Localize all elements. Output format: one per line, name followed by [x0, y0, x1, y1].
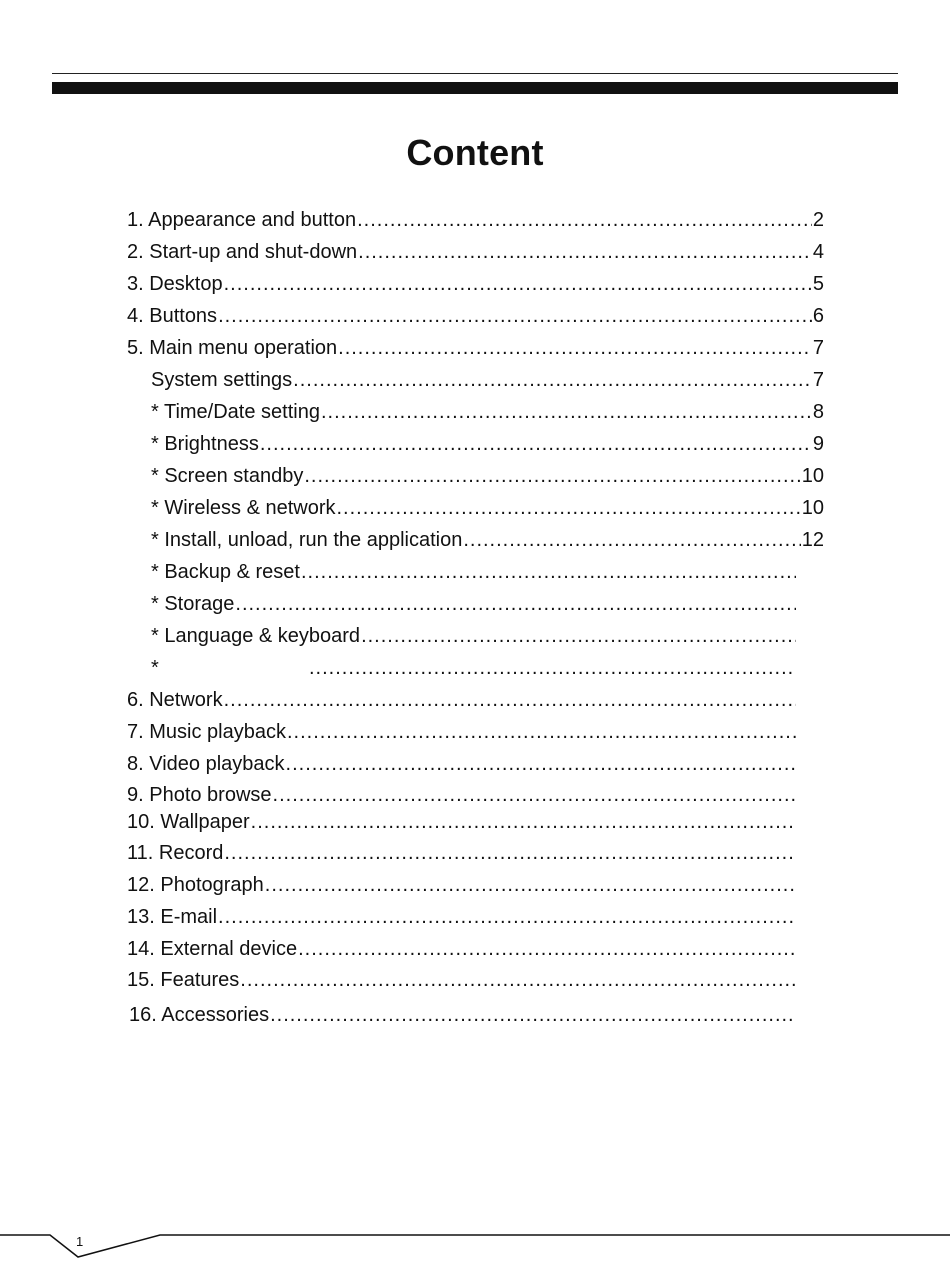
toc-leader — [301, 560, 796, 584]
toc-label: 11. Record — [127, 842, 224, 864]
toc-entry-video[interactable] — [127, 752, 797, 776]
toc-entry-main-menu[interactable] — [127, 336, 824, 360]
toc-leader — [270, 1003, 796, 1027]
toc-leader — [358, 240, 812, 264]
toc-page: 4 — [812, 241, 824, 263]
toc-entry-buttons[interactable] — [127, 304, 824, 328]
toc-label: 12. Photograph — [127, 874, 264, 896]
toc-entry-appearance[interactable] — [127, 208, 824, 232]
page-number: 1 — [76, 1234, 84, 1249]
toc-leader — [218, 304, 812, 328]
toc-page: 10 — [801, 497, 824, 519]
toc-leader — [218, 905, 796, 929]
toc-page: 10 — [801, 465, 824, 487]
toc-entry-record[interactable] — [127, 841, 797, 865]
toc-entry-external-device[interactable] — [127, 937, 797, 961]
toc-leader — [304, 464, 800, 488]
toc-page: 12 — [801, 529, 824, 551]
toc-leader — [293, 368, 812, 392]
toc-leader — [235, 592, 796, 616]
toc-label: * Storage — [151, 593, 235, 615]
toc-label: 6. Network — [127, 689, 223, 711]
toc-leader — [260, 432, 812, 456]
toc-leader — [240, 968, 796, 992]
toc-label: 2. Start-up and shut-down — [127, 241, 358, 263]
toc-label: * Wireless & network — [151, 497, 336, 519]
page-title: Content — [406, 132, 544, 173]
toc-entry-language[interactable] — [151, 624, 797, 648]
toc-leader — [298, 937, 796, 961]
toc-label: * Screen standby — [151, 465, 304, 487]
toc-page: 8 — [812, 401, 824, 423]
toc-page: 5 — [812, 273, 824, 295]
toc-label: 5. Main menu operation — [127, 337, 338, 359]
toc-leader — [265, 873, 796, 897]
toc-label: * Brightness — [151, 433, 259, 455]
toc-entry-system-settings[interactable] — [151, 368, 824, 392]
toc-entry-install-app[interactable] — [151, 528, 824, 552]
toc-label: 3. Desktop — [127, 273, 223, 295]
toc-leader — [224, 841, 796, 865]
toc-entry-storage[interactable] — [151, 592, 797, 616]
toc-entry-photograph[interactable] — [127, 873, 797, 897]
toc-entry-desktop[interactable] — [127, 272, 824, 296]
toc-label: 1. Appearance and button — [127, 209, 357, 231]
toc-leader — [337, 496, 801, 520]
toc-label: * Language & keyboard — [151, 625, 361, 647]
toc-entry-photo-browse[interactable] — [127, 783, 797, 807]
toc-label: 10. Wallpaper — [127, 811, 250, 833]
toc-entry-wallpaper[interactable] — [127, 810, 797, 834]
toc-leader — [338, 336, 812, 360]
toc-entry-startup[interactable] — [127, 240, 824, 264]
toc-entry-network[interactable] — [127, 688, 797, 712]
toc-entry-features[interactable] — [127, 968, 797, 992]
toc-leader — [321, 400, 812, 424]
toc-entry-blank[interactable] — [151, 656, 797, 680]
toc-page: 2 — [812, 209, 824, 231]
toc-label: 7. Music playback — [127, 721, 286, 743]
footer-tab-line — [0, 1225, 950, 1265]
toc-leader — [224, 688, 796, 712]
toc-leader — [287, 720, 796, 744]
toc-label: 9. Photo browse — [127, 784, 272, 806]
toc-leader — [251, 810, 796, 834]
toc-entry-time-date[interactable] — [151, 400, 824, 424]
toc-leader — [273, 783, 796, 807]
toc-leader — [357, 208, 812, 232]
toc-label: 13. E-mail — [127, 906, 218, 928]
toc-leader — [224, 272, 812, 296]
toc-label: System settings — [151, 369, 293, 391]
toc-leader — [309, 656, 796, 680]
toc-entry-music[interactable] — [127, 720, 797, 744]
toc-label: 16. Accessories — [129, 1004, 270, 1026]
toc-entry-email[interactable] — [127, 905, 797, 929]
toc-label: * Backup & reset — [151, 561, 300, 583]
toc-entry-wireless[interactable] — [151, 496, 824, 520]
toc-page: 6 — [812, 305, 824, 327]
toc-page: 9 — [812, 433, 824, 455]
toc-label: 4. Buttons — [127, 305, 218, 327]
toc-entry-brightness[interactable] — [151, 432, 824, 456]
toc-label: * Time/Date setting — [151, 401, 320, 423]
toc-label: 8. Video playback — [127, 753, 285, 775]
toc-entry-screen-standby[interactable] — [151, 464, 824, 488]
toc-label: * Install, unload, run the application — [151, 529, 463, 551]
toc-page: 7 — [812, 337, 824, 359]
toc-page: 7 — [812, 369, 824, 391]
toc-label: 14. External device — [127, 938, 298, 960]
toc-entry-backup[interactable] — [151, 560, 797, 584]
toc-leader — [361, 624, 796, 648]
toc-entry-accessories[interactable] — [129, 1003, 797, 1027]
toc-leader — [463, 528, 800, 552]
toc-leader — [286, 752, 796, 776]
toc-label: 15. Features — [127, 969, 240, 991]
toc-label: * — [151, 657, 159, 679]
